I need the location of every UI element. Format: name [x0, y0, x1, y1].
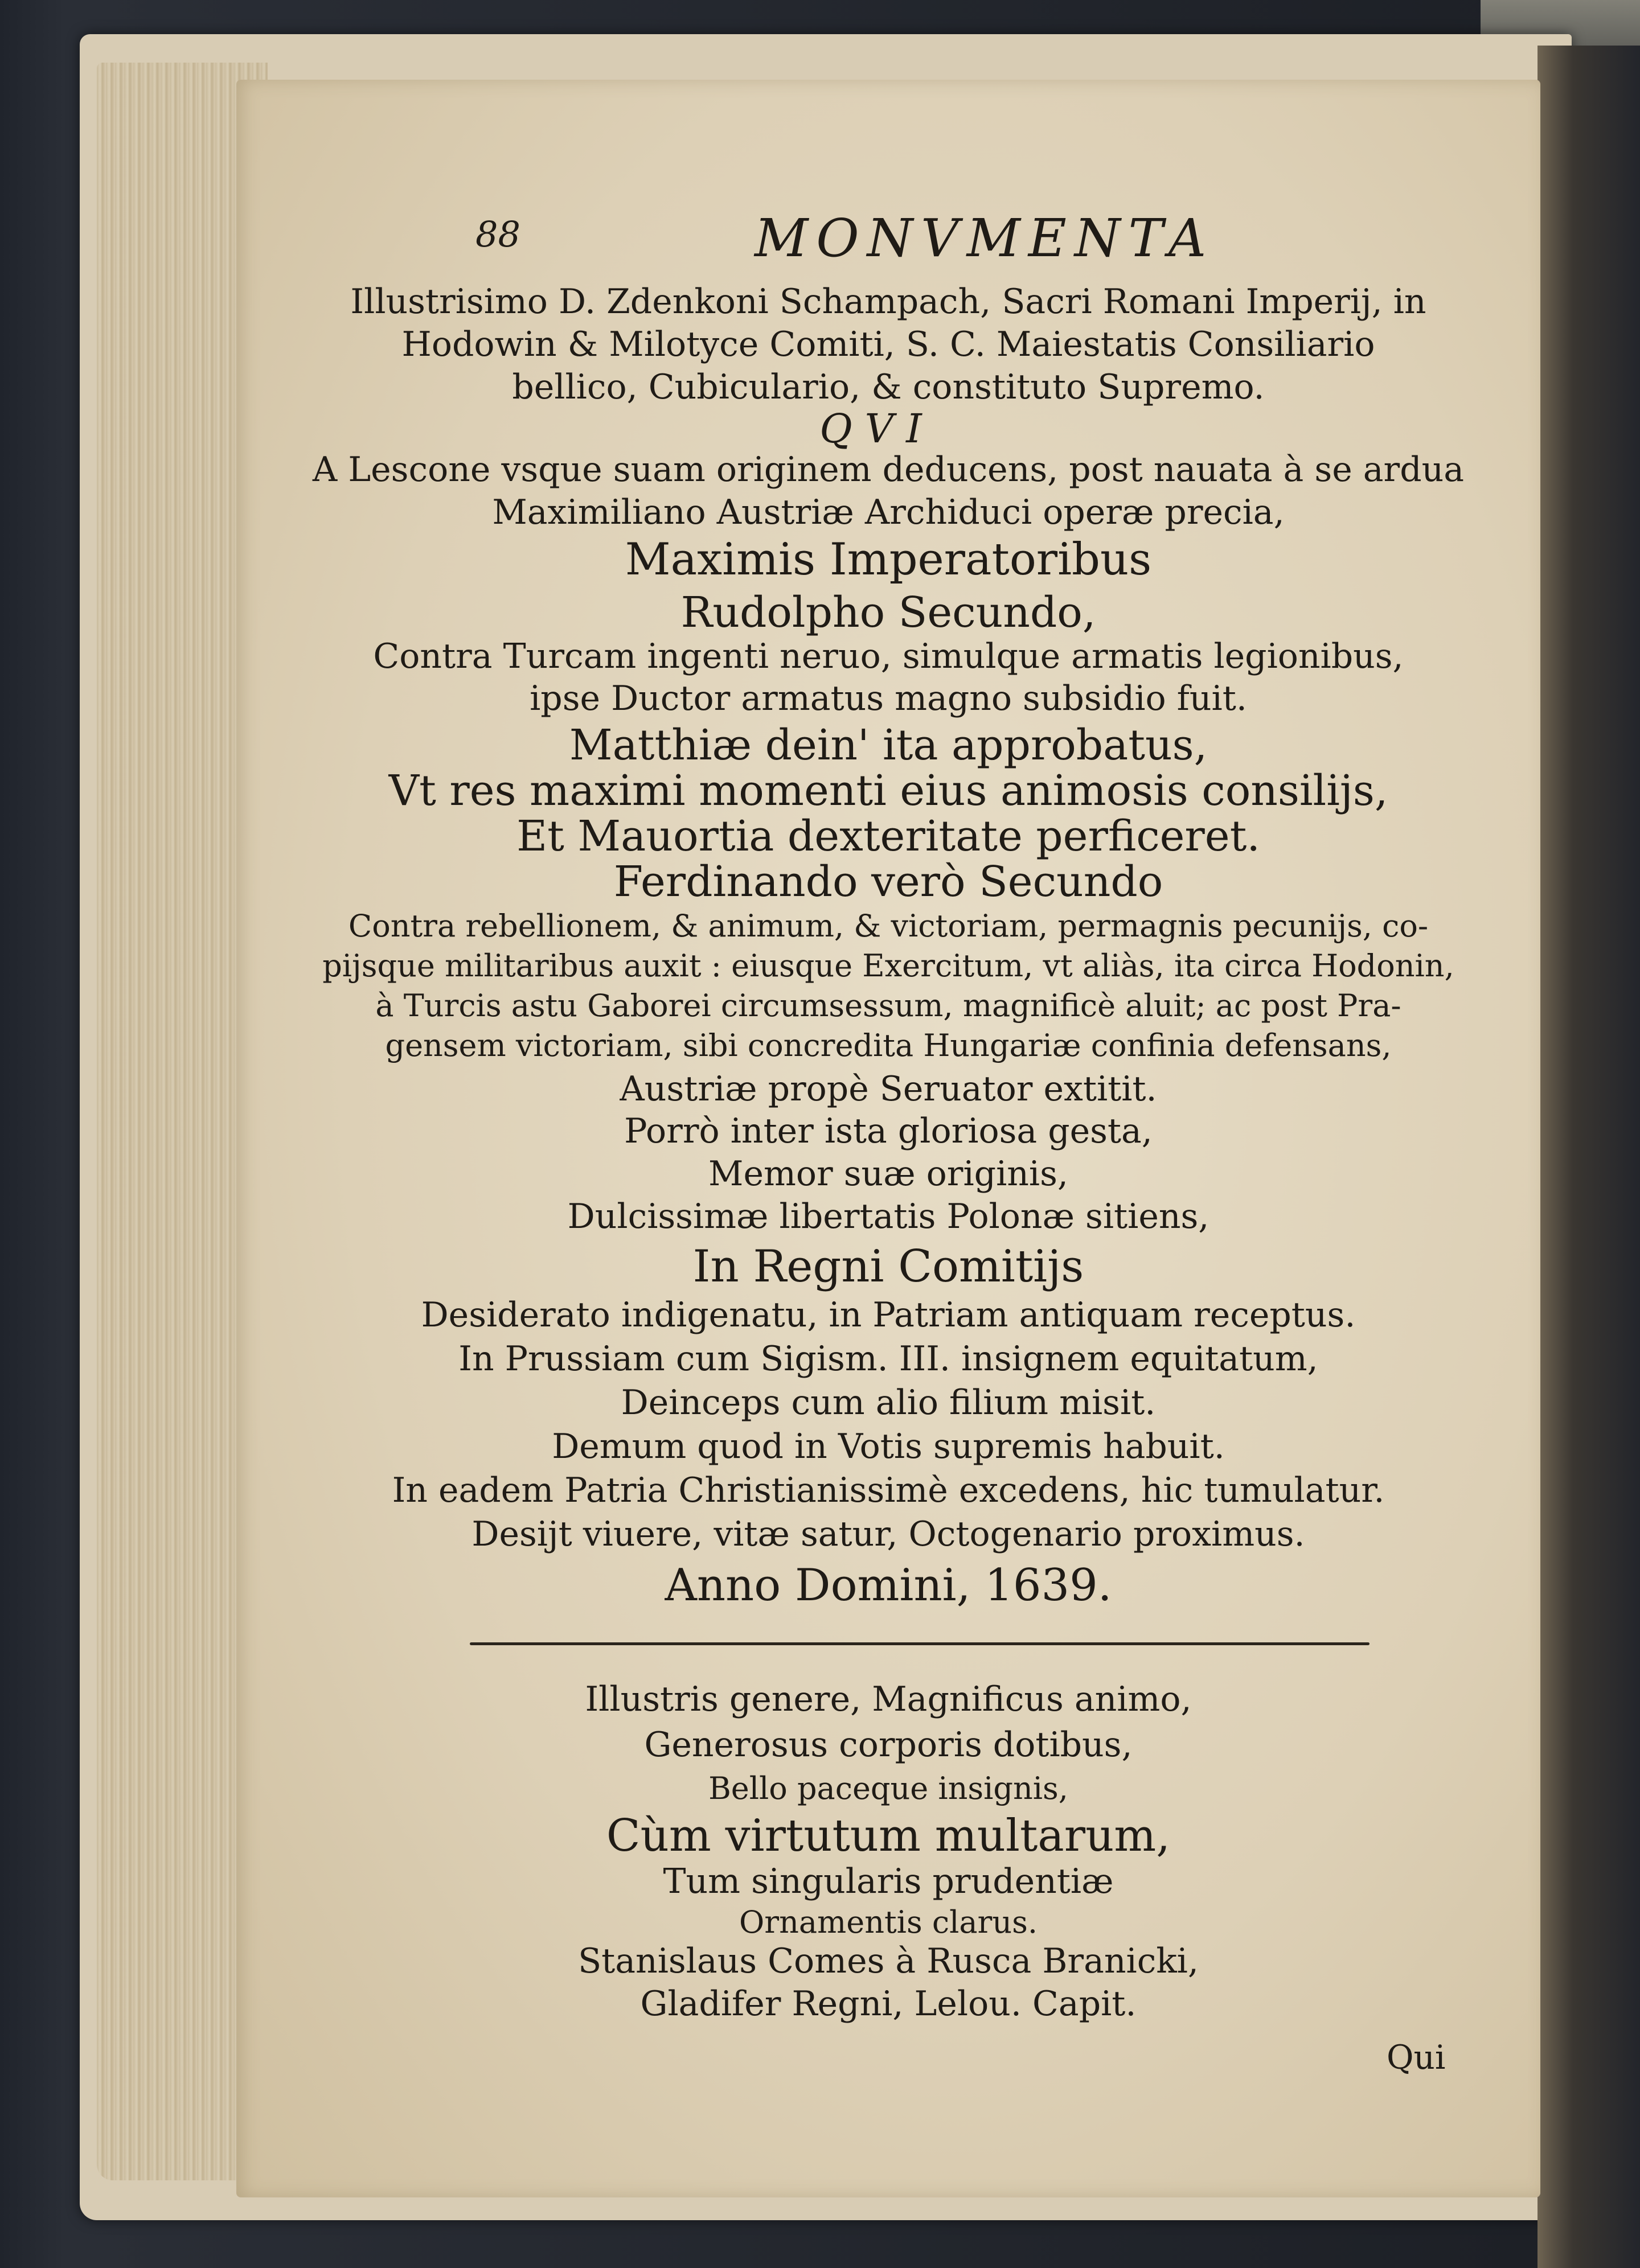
qvi-heading: QVI	[819, 405, 934, 452]
inscription-line: A Lescone vsque suam originem deducens, post nauata à se ardua	[312, 450, 1465, 490]
inscription-line-large: In Regni Comitijs	[692, 1241, 1084, 1292]
inscription-line: Tum singularis prudentiæ	[663, 1862, 1114, 1901]
inscription-line: Dulcissimæ libertatis Polonæ sitiens,	[567, 1197, 1210, 1236]
inscription-line: Porrò inter ista gloriosa gesta,	[624, 1111, 1153, 1151]
inscription-line: Austriæ propè Seruator extitit.	[620, 1069, 1157, 1109]
catchword: Qui	[1387, 2038, 1446, 2077]
inscription-line: gensem victoriam, sibi concredita Hungariæ confinia defensans,	[385, 1028, 1392, 1063]
running-title: MONVMENTA	[755, 208, 1215, 269]
inscription-line: Maximiliano Austriæ Archiduci operæ precia,	[492, 492, 1285, 532]
inscription-line: ipse Ductor armatus magno subsidio fuit.	[530, 679, 1247, 718]
inscription-line: bellico, Cubiculario, & constituto Supremo.	[512, 367, 1265, 407]
inscription-line: In Prussiam cum Sigism. III. insignem equitatum,	[458, 1339, 1318, 1379]
section-divider	[470, 1642, 1370, 1645]
inscription-line: Rudolpho Secundo,	[680, 588, 1096, 637]
inscription-line-large: Maximis Imperatoribus	[625, 534, 1152, 585]
inscription-line: Bello paceque insignis,	[708, 1770, 1068, 1806]
inscription-line-large: Anno Domini, 1639.	[665, 1560, 1112, 1611]
inscription-line: Desijt viuere, vitæ satur, Octogenario proximus.	[472, 1514, 1305, 1554]
inscription-line: Gladifer Regni, Lelou. Capit.	[640, 1984, 1137, 2024]
inscription-line: Matthiæ dein' ita approbatus,	[569, 721, 1208, 770]
inscription-line: Illustris genere, Magnificus animo,	[585, 1679, 1192, 1719]
inscription-line: Ornamentis clarus.	[739, 1904, 1038, 1940]
inscription-line: Generosus corporis dotibus,	[644, 1725, 1133, 1765]
inscription-line: Contra rebellionem, & animum, & victoriam, permagnis pecunijs, co-	[348, 908, 1429, 944]
inscription-line: Contra Turcam ingenti neruo, simulque armatis legionibus,	[373, 636, 1404, 676]
inscription-line: Ferdinando verò Secundo	[613, 857, 1163, 906]
book-gutter	[1538, 46, 1640, 2268]
inscription-line: Vt res maximi momenti eius animosis consilijs,	[388, 766, 1388, 815]
inscription-line: Et Mauortia dexteritate perficeret.	[516, 812, 1260, 861]
inscription-line: Desiderato indigenatu, in Patriam antiquam receptus.	[421, 1295, 1356, 1335]
inscription-line: Memor suæ originis,	[708, 1154, 1068, 1194]
inscription-line: Deinceps cum alio filium misit.	[621, 1383, 1156, 1423]
inscription-line: Demum quod in Votis supremis habuit.	[552, 1427, 1225, 1466]
inscription-line: à Turcis astu Gaborei circumsessum, magnificè aluit; ac post Pra-	[375, 988, 1401, 1024]
inscription-line: Stanislaus Comes à Rusca Branicki,	[578, 1941, 1199, 1981]
inscription-line: Illustrisimo D. Zdenkoni Schampach, Sacri Romani Imperij, in	[350, 282, 1426, 322]
page	[236, 80, 1540, 2197]
inscription-line: pijsque militaribus auxit : eiusque Exercitum, vt aliàs, ita circa Hodonin,	[322, 948, 1454, 984]
page-text	[236, 80, 1540, 2197]
page-number: 88	[475, 213, 520, 255]
inscription-line: Hodowin & Milotyce Comiti, S. C. Maiestatis Consiliario	[401, 324, 1375, 364]
inscription-line: In eadem Patria Christianissimè excedens, hic tumulatur.	[392, 1470, 1385, 1510]
inscription-line-large: Cùm virtutum multarum,	[606, 1810, 1171, 1862]
